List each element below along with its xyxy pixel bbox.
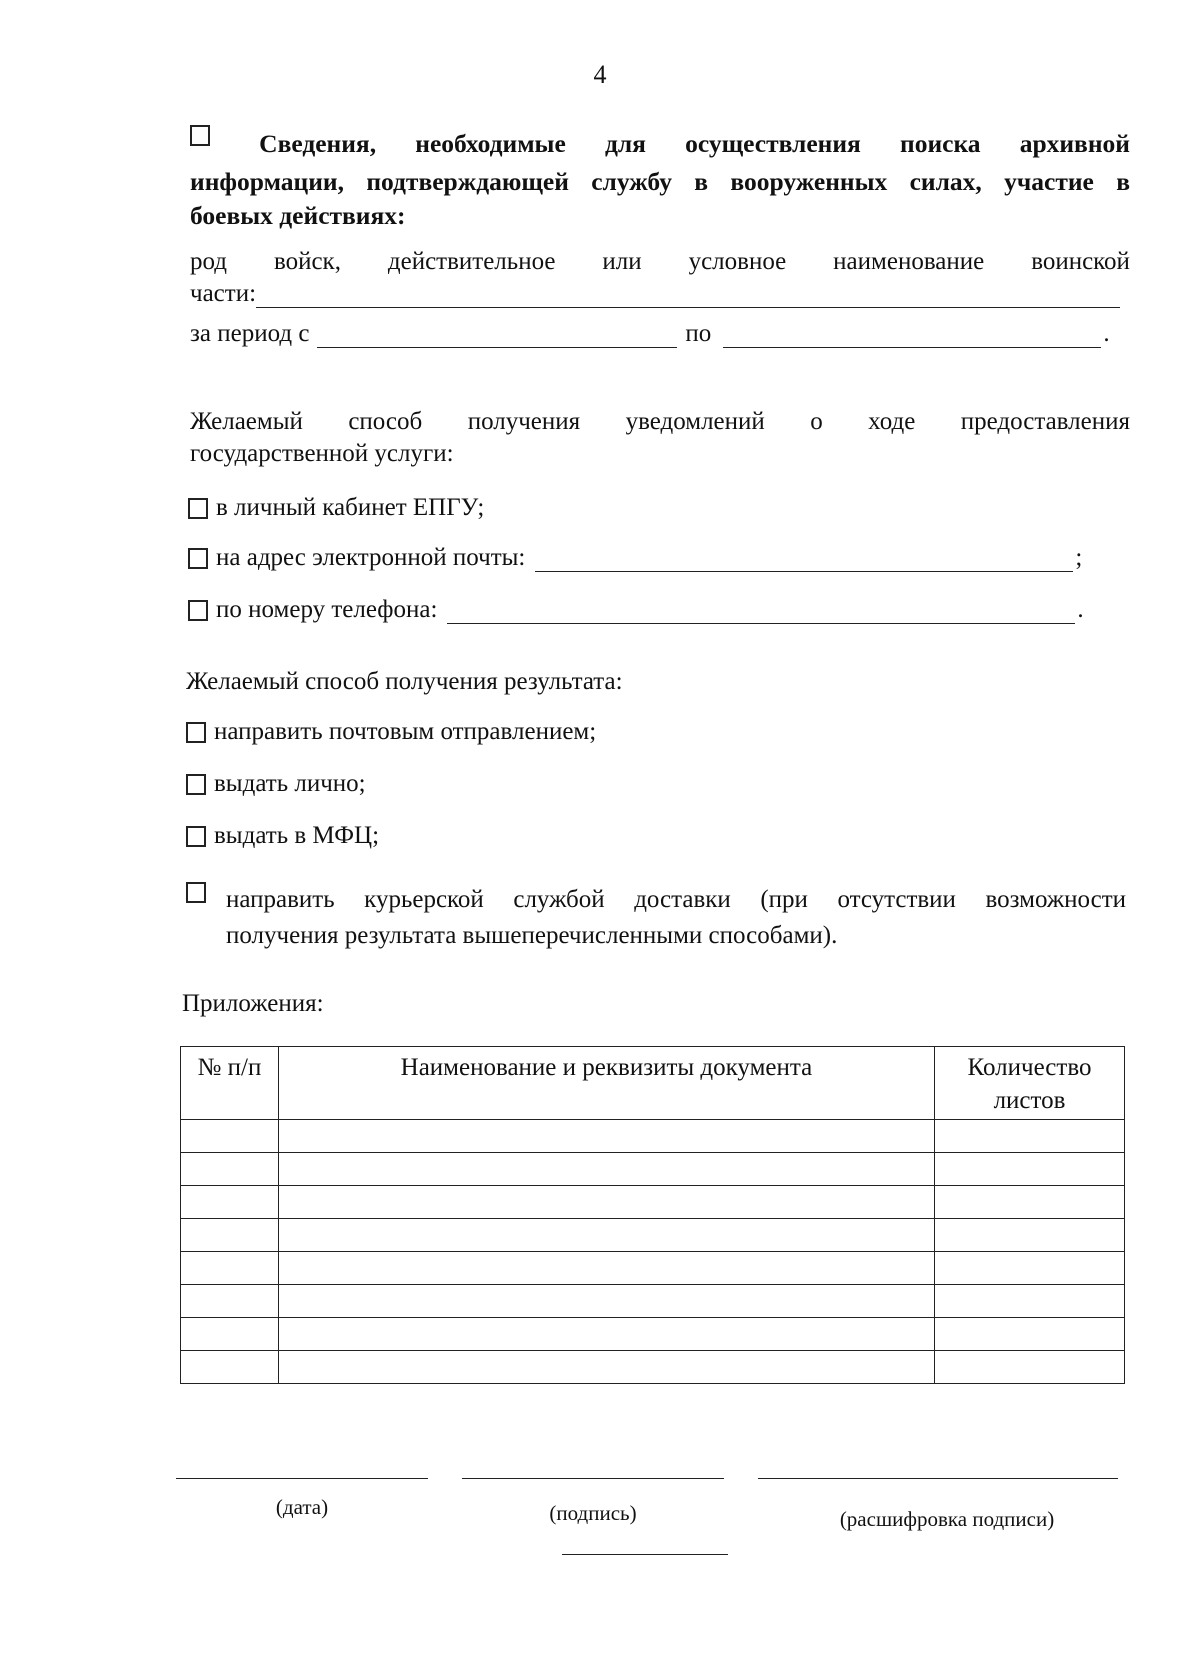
notify-option-phone [188,594,1128,627]
unit-name-field[interactable] [256,281,1120,308]
word: уведомлений [625,408,765,435]
cell-sheets[interactable] [935,1120,1125,1153]
period-to-field[interactable] [723,321,1101,348]
archive-title-line-2 [190,163,1130,201]
date-signature-line[interactable] [176,1478,428,1479]
word: возможности [985,886,1126,913]
notify-option-email [188,542,1128,575]
unit-label: части: [190,280,257,307]
notify-epgu-label: в личный кабинет ЕПГУ; [216,494,485,521]
notify-email-checkbox[interactable] [188,548,208,569]
word: наименование [833,248,985,275]
notify-option-epgu[interactable] [188,492,484,525]
word: службу [591,167,672,196]
cell-sheets[interactable] [935,1351,1125,1384]
signature-line[interactable] [462,1478,724,1479]
notify-phone-suffix: . [1077,596,1084,623]
table-row [181,1186,1125,1219]
attachments-table [180,1046,1125,1384]
cell-number[interactable] [181,1186,279,1219]
word: поиска [900,129,981,158]
notify-email-suffix: ; [1075,544,1083,571]
word: подтверждающей [366,167,569,196]
cell-number[interactable] [181,1120,279,1153]
result-personal-checkbox[interactable] [186,774,206,795]
table-row [181,1120,1125,1153]
word: способ [348,408,423,435]
col-sheets-header: Количество листов [935,1047,1125,1120]
unit-line-2 [190,278,1120,311]
date-label: (дата) [275,1495,329,1519]
cell-document[interactable] [278,1351,934,1384]
bottom-divider-line [562,1554,728,1555]
cell-sheets[interactable] [935,1186,1125,1219]
word: необходимые [415,129,566,158]
cell-document[interactable] [278,1120,934,1153]
word: для [604,129,646,158]
decode-signature-line[interactable] [758,1478,1118,1479]
col-number-header: № п/п [181,1047,279,1120]
word: отсутствии [837,886,956,913]
word: воинской [1031,248,1130,275]
word: о [810,408,823,435]
courier-line-2: получения результата вышеперечисленными способами). [226,922,838,949]
period-line [190,318,1110,351]
archive-title-line-3: боевых действиях: [190,201,406,230]
cell-number[interactable] [181,1285,279,1318]
cell-sheets[interactable] [935,1252,1125,1285]
archive-section-title [190,125,1130,231]
word: в [694,167,709,196]
table-row [181,1153,1125,1186]
cell-sheets[interactable] [935,1153,1125,1186]
archive-checkbox[interactable] [190,125,210,146]
notify-email-label: на адрес электронной почты: [216,544,526,571]
word: Сведения, [259,129,377,158]
cell-number[interactable] [181,1153,279,1186]
phone-field[interactable] [447,597,1075,624]
archive-title-line-1 [190,125,1130,163]
word: осуществления [685,129,861,158]
word: получения [467,408,581,435]
word: участие [1004,167,1094,196]
result-option-post[interactable] [186,716,596,749]
cell-document[interactable] [278,1219,934,1252]
result-post-checkbox[interactable] [186,722,206,743]
word: доставки [634,886,731,913]
period-to-label: по [685,320,712,347]
cell-document[interactable] [278,1153,934,1186]
cell-number[interactable] [181,1219,279,1252]
word: информации, [190,167,344,196]
word: курьерской [364,886,484,913]
result-mfc-label: выдать в МФЦ; [214,822,380,849]
word: Желаемый [190,408,303,435]
email-field[interactable] [535,545,1073,572]
notify-phone-checkbox[interactable] [188,600,208,621]
cell-sheets[interactable] [935,1318,1125,1351]
decode-label: (расшифровка подписи) [839,1507,1055,1531]
word: ходе [868,408,916,435]
table-row [181,1219,1125,1252]
cell-sheets[interactable] [935,1219,1125,1252]
result-personal-label: выдать лично; [214,770,366,797]
unit-line-1 [190,246,1130,279]
page-number: 4 [593,60,607,89]
result-heading: Желаемый способ получения результата: [186,668,623,695]
notify-phone-label: по номеру телефона: [216,596,438,623]
word: предоставления [960,408,1130,435]
attachments-body [181,1120,1125,1384]
word: действительное [387,248,556,275]
cell-document[interactable] [278,1252,934,1285]
word: силах, [909,167,982,196]
cell-number[interactable] [181,1351,279,1384]
result-option-mfc[interactable] [186,820,379,853]
result-mfc-checkbox[interactable] [186,826,206,847]
col-document-header: Наименование и реквизиты документа [278,1047,934,1120]
word: условное [688,248,787,275]
word: (при [760,886,808,913]
period-from-label: за период с [190,320,310,347]
word: войск, [273,248,341,275]
notifications-line-1 [190,406,1130,439]
cell-number[interactable] [181,1252,279,1285]
result-courier-checkbox[interactable] [186,882,206,903]
table-row [181,1252,1125,1285]
cell-sheets[interactable] [935,1285,1125,1318]
result-post-label: направить почтовым отправлением; [214,718,597,745]
cell-document[interactable] [278,1285,934,1318]
word: архивной [1019,129,1130,158]
word: направить [226,886,335,913]
attachments-heading: Приложения: [182,990,324,1017]
cell-number[interactable] [181,1318,279,1351]
courier-line-1 [226,884,1126,917]
word: род [190,248,227,275]
notify-epgu-checkbox[interactable] [188,498,208,519]
notifications-line-2: государственной услуги: [190,440,454,467]
table-row [181,1351,1125,1384]
table-row [181,1318,1125,1351]
table-header-row [181,1047,1125,1120]
result-option-personal[interactable] [186,768,366,801]
word: или [602,248,642,275]
table-row [181,1285,1125,1318]
word: в [1116,167,1130,196]
period-from-field[interactable] [317,321,677,348]
word: вооруженных [730,167,888,196]
period-end: . [1103,320,1110,347]
word: службой [513,886,605,913]
signature-label: (подпись) [549,1501,637,1525]
cell-document[interactable] [278,1318,934,1351]
cell-document[interactable] [278,1186,934,1219]
